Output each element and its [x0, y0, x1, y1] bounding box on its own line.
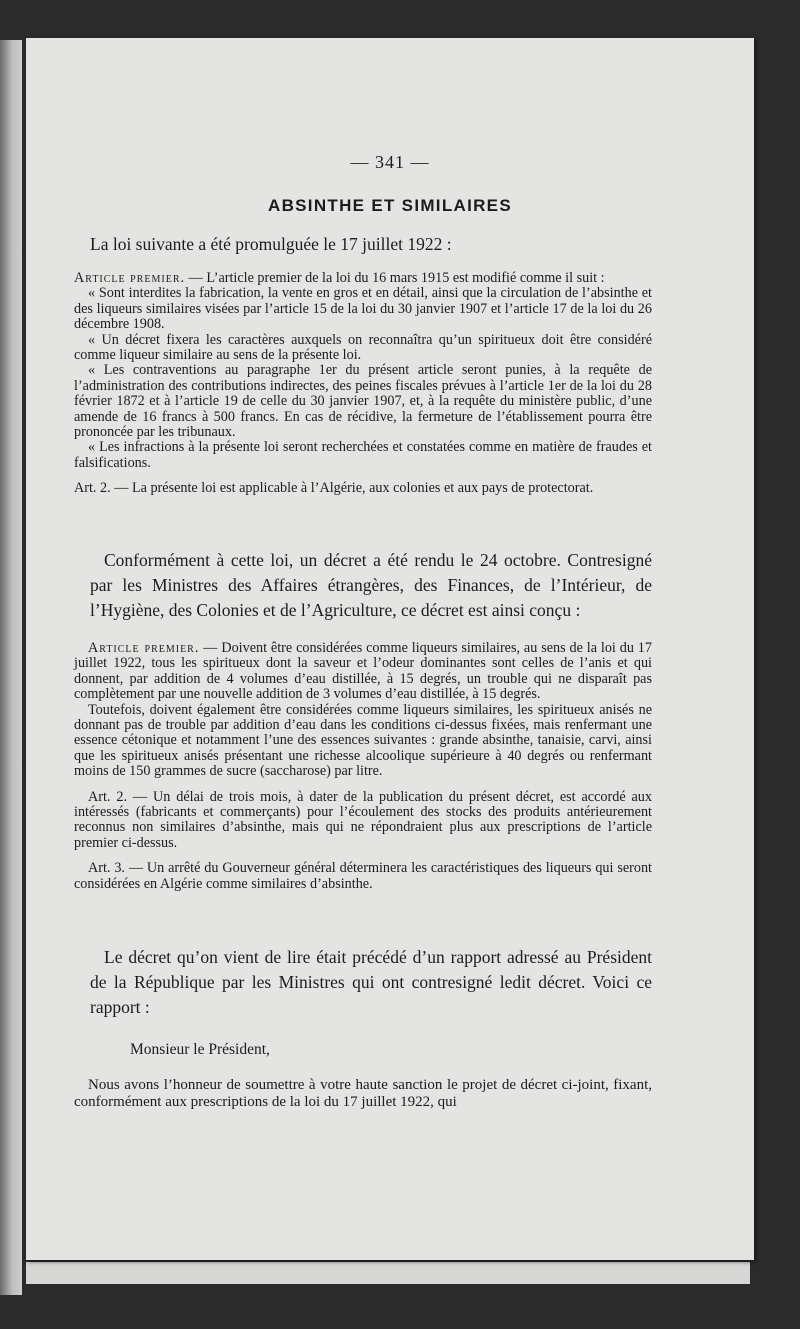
decree-article-1 [74, 641, 652, 703]
law-article-2 [74, 481, 652, 496]
law-article-2-label: Art. 2. [74, 480, 111, 497]
law-paragraph-3: « Les contraventions au paragraphe 1er du présent article seront punies, à la requête de l’administration des contributions indirectes, des peines fiscales prévues à l’article 1er de la loi du 28 février 1872 et à l’article 19 de celle du 30 janvier 1907, et, à la requête du ministère public, d’une amende de 16 francs à 500 francs. En cas de récidive, la fermeture de l’établissement pourra être prononcée par les tribunaux. [74, 362, 652, 441]
decree-article-3 [74, 861, 652, 892]
decree-article-1-label: Article premier. [88, 640, 200, 656]
law-paragraph-2: « Un décret fixera les caractères auxquels on reconnaîtra qu’un spiritueux doit être considéré comme liqueur similaire au sens de la présente loi. [74, 331, 652, 364]
law-article-1-label: Article premier. [74, 270, 186, 286]
decree-article-3-label: Art. 3. [88, 860, 125, 877]
law-article-2-text: — La présente loi est applicable à l’Algérie, aux colonies et aux pays de protectorat. [110, 480, 594, 497]
decree-article-2-text: — Un délai de trois mois, à dater de la publication du présent décret, est accordé aux intéressés (fabricants et commerçants) pour l’écoulement des stocks des produits antérieurement reconnus non similaires d’absinthe, mais qui ne répondraient plus aux prescriptions de l’article premier ci-dessus. [74, 788, 652, 851]
conformement-text: Conformément à cette loi, un décret a été rendu le 24 octobre. Contresigné par les Ministres des Affaires étrangères, des Finances, de l’Intérieur, de l’Hygiène, des Colonies et de l’Agriculture, ce décret est ainsi conçu : [90, 550, 652, 620]
conformement-paragraph [90, 548, 652, 623]
decree-toutefois: Toutefois, doivent également être considérées comme liqueurs similaires, les spiritueux anisés ne donnant pas de trouble par addition d’eau dans les conditions ci-dessus fixées, mais renfermant une essence cétonique et notamment l’une des essences suivantes : grande absinthe, tanaisie, carvi, ainsi que les spiritueux anisés présentant une richesse alcoolique supérieure à 40 degrés ou renfermant moins de 150 grammes de sucre (saccharose) par litre. [74, 701, 652, 780]
law-paragraph-4: « Les infractions à la présente loi seront recherchées et constatées comme en matière de fraudes et falsifications. [74, 439, 652, 471]
page-title: ABSINTHE ET SIMILAIRES [268, 196, 512, 215]
decree-article-3-text: — Un arrêté du Gouverneur général déterminera les caractéristiques des liqueurs qui seront considérées en Algérie comme similaires d’absinthe. [74, 860, 652, 892]
decree-article-2 [74, 790, 652, 852]
law-article-1-lead: — L’article premier de la loi du 16 mars 1915 est modifié comme il suit : [185, 270, 605, 286]
decree-article-2-label: Art. 2. [88, 788, 128, 805]
document-page [26, 38, 754, 1260]
left-page-edge [0, 40, 22, 1295]
law-paragraph-1: « Sont interdites la fabrication, la vente en gros et en détail, ainsi que la circulation de l’absinthe et des liqueurs similaires visées par l’article 15 de la loi du 30 janvier 1907 et l’article 17 de la loi du 26 décembre 1908. [74, 285, 652, 333]
page-number: — 341 — [350, 152, 430, 172]
decree-article-1-text: — Doivent être considérées comme liqueurs similaires, au sens de la loi du 17 juillet 1922, tous les spiritueux dont la saveur et l’odeur dominantes sont celles de l’anis et qui donnent, par addition de 4 volumes d’eau distillée, à 15 degrés, un trouble qui ne disparaît pas complètement par une nouvelle addition de 3 volumes d’eau distillée, à 15 degrés. [74, 640, 652, 703]
rapport-body [74, 1077, 652, 1111]
rapport-intro-text: Le décret qu’on vient de lire était précédé d’un rapport adressé au Président de la République par les Ministres qui ont contresigné ledit décret. Voici ce rapport : [90, 947, 652, 1017]
page-bottom-edge [26, 1262, 750, 1284]
rapport-intro [90, 945, 652, 1020]
decree-text [74, 641, 652, 892]
intro-paragraph: La loi suivante a été promulguée le 17 juillet 1922 : [90, 234, 452, 254]
law-article-1 [74, 271, 652, 286]
salutation: Monsieur le Président, [130, 1041, 270, 1058]
rapport-paragraph: Nous avons l’honneur de soumettre à votre haute sanction le projet de décret ci-joint, fixant, conformément aux prescriptions de la loi du 17 juillet 1922, qui [74, 1077, 652, 1110]
law-text [74, 271, 652, 497]
